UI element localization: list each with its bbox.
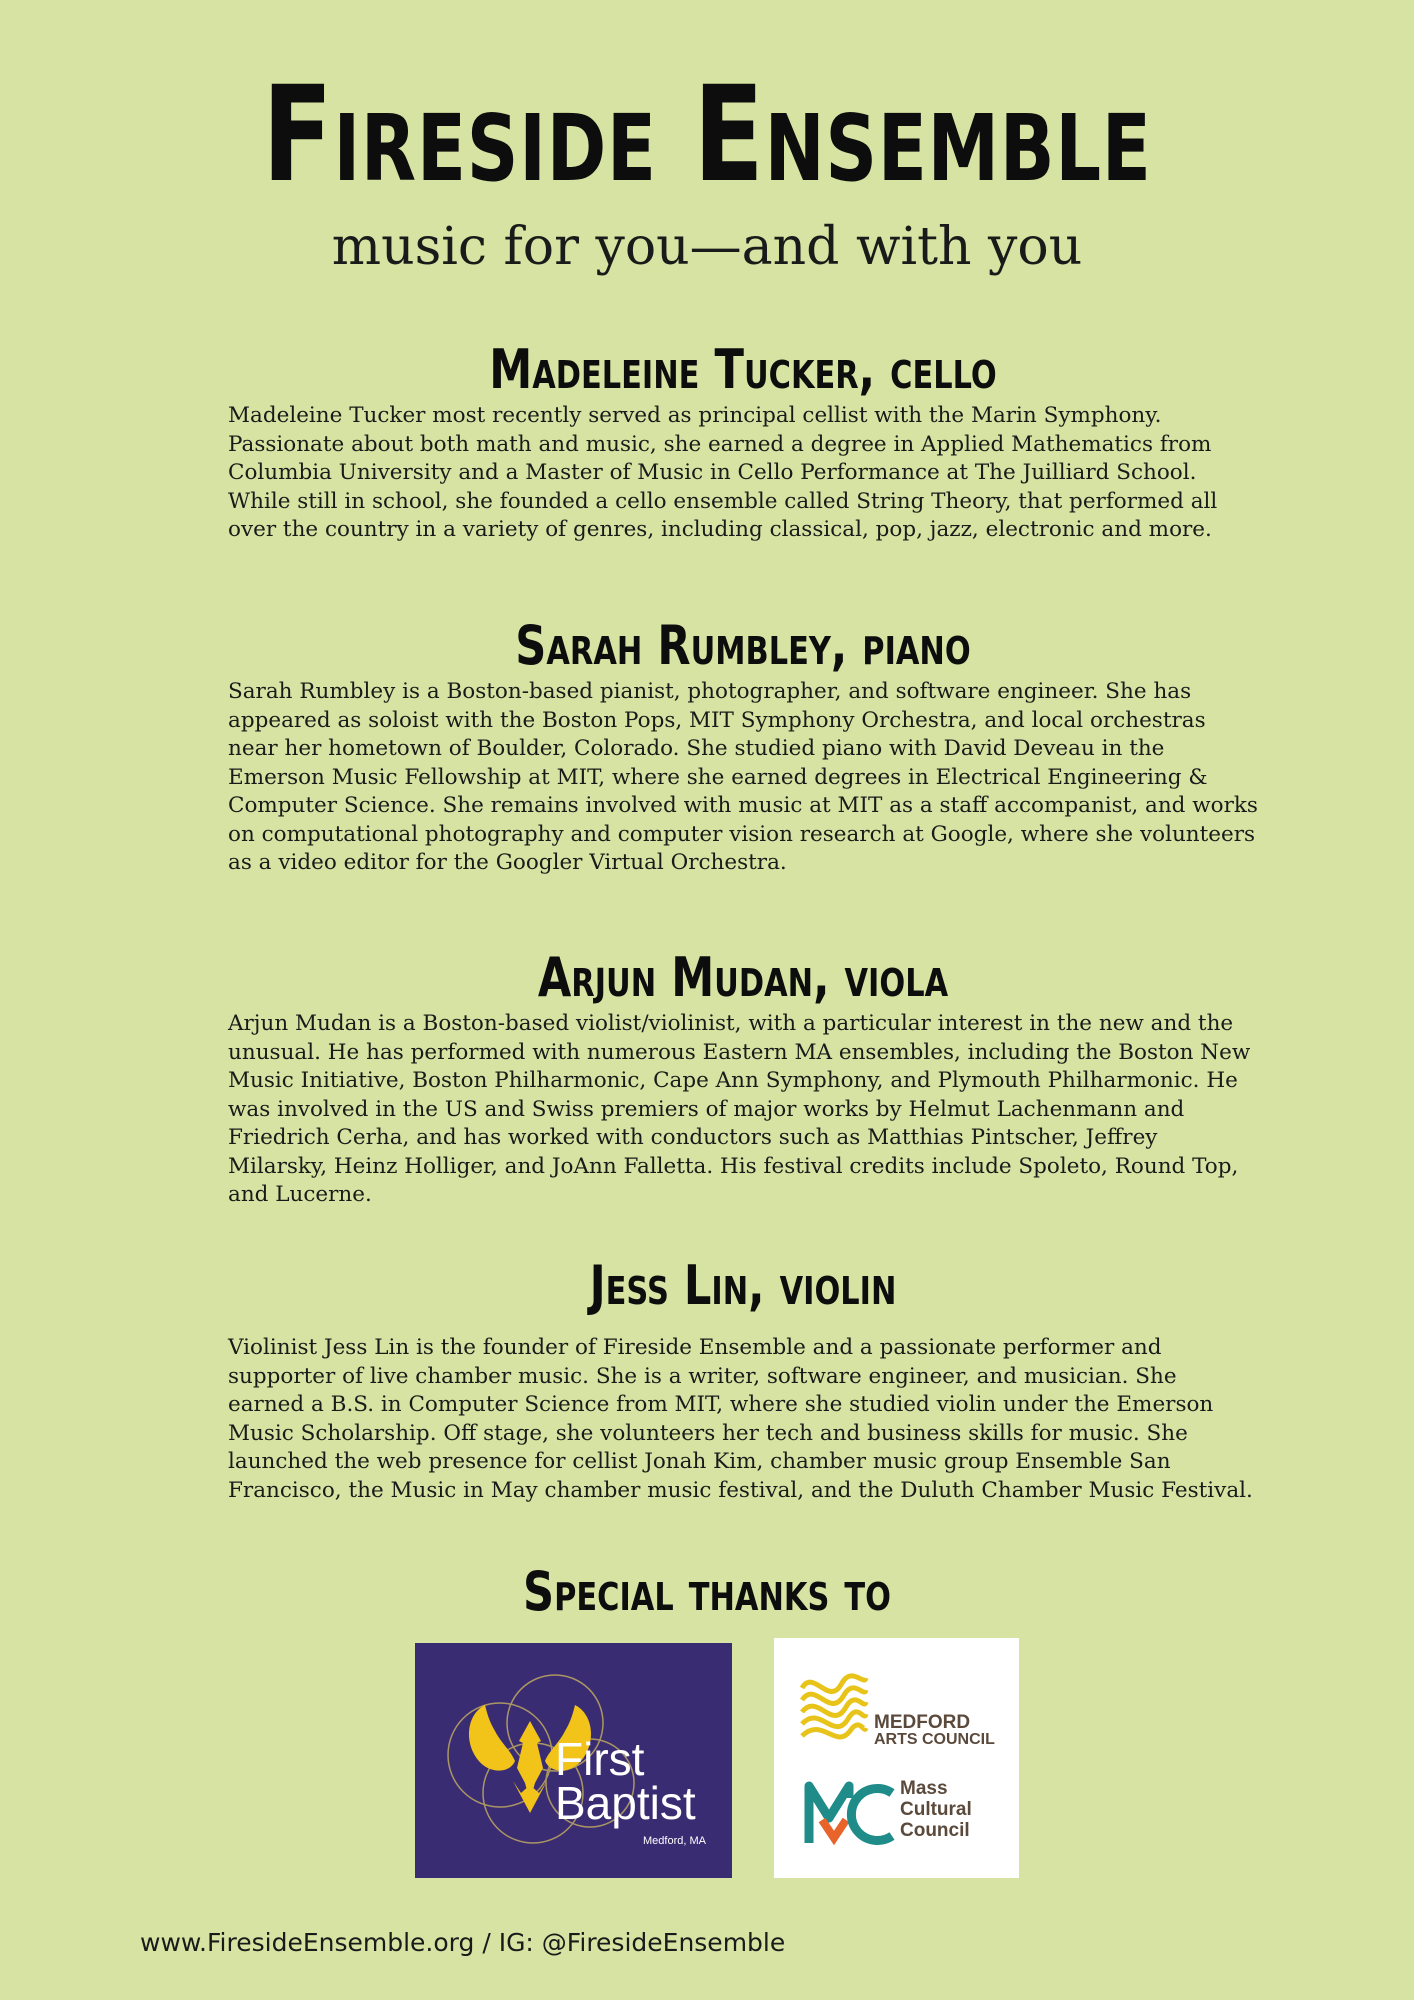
first-baptist-name-line2: Baptist — [555, 1777, 696, 1829]
bio-section-viola — [228, 946, 1258, 1210]
musician-bio: Madeleine Tucker most recently served as principal cellist with the Marin Symphony. Passionate about both math and music, she earned a degree in Applied Mathematics from Columbia University and a Master of Music in Cello Performance at The Juilliard School. While still in school, she founded a cello ensemble called String Theory, that performed all over the country in a variety of genres, including classical, pop, jazz, electronic and more. — [228, 403, 1218, 542]
arts-council-logos — [774, 1638, 1019, 1878]
musician-heading: Sarah Rumbley, piano — [515, 614, 971, 677]
bio-section-violin — [228, 1254, 1258, 1505]
footer-links: www.FiresideEnsemble.org / IG: @FiresideEnsemble — [140, 1928, 786, 1957]
medford-arts-council-name: MEDFORD ARTS COUNCIL — [874, 1712, 995, 1748]
page-title: Fireside Ensemble — [262, 58, 1152, 212]
bio-section-piano — [228, 614, 1258, 878]
first-baptist-location: Medford, MA — [643, 1835, 706, 1847]
mass-cultural-council-icon — [809, 1786, 892, 1843]
medford-arts-council-icon — [802, 1676, 866, 1737]
first-baptist-name-line1: First — [555, 1733, 645, 1785]
musician-bio: Sarah Rumbley is a Boston-based pianist, photographer, and software engineer. She has appeared as soloist with the Boston Pops, MIT Symphony Orchestra, and local orchestras near her hometown of Boulder, Colorado. She studied piano with David Deveau in the Emerson Music Fellowship at MIT, where she earned degrees in Electrical Engineering & Computer Science. She remains involved with music at MIT as a staff accompanist, and works on computational photography and computer vision research at Google, where she volunteers as a video editor for the Googler Virtual Orchestra. — [228, 679, 1258, 875]
musician-heading: Madeleine Tucker, cello — [489, 338, 997, 401]
musician-heading: Jess Lin, violin — [589, 1254, 897, 1317]
tagline: music for you—and with you — [331, 217, 1083, 277]
musician-bio: Violinist Jess Lin is the founder of Fireside Ensemble and a passionate performer and supporter of live chamber music. She is a writer, software engineer, and musician. She earned a B.S. in Computer Science from MIT, where she studied violin under the Emerson Music Scholarship. Off stage, she volunteers her tech and business skills for music. She launched the web presence for cellist Jonah Kim, chamber music group Ensemble San Francisco, the Music in May chamber music festival, and the Duluth Chamber Music Festival. — [228, 1335, 1253, 1503]
special-thanks-heading: Special thanks to — [523, 1560, 891, 1623]
first-baptist-logo — [415, 1643, 732, 1878]
musician-bio: Arjun Mudan is a Boston-based violist/violinist, with a particular interest in the new and the unusual. He has performed with numerous Eastern MA ensembles, including the Boston New Music Initiative, Boston Philharmonic, Cape Ann Symphony, and Plymouth Philharmonic. He was involved in the US and Swiss premiers of major works by Helmut Lachenmann and Friedrich Cerha, and has worked with conductors such as Matthias Pintscher, Jeffrey Milarsky, Heinz Holliger, and JoAnn Falletta. His festival credits include Spoleto, Round Top, and Lucerne. — [228, 1011, 1251, 1207]
mass-cultural-council-name: Mass Cultural Council — [900, 1778, 972, 1841]
bio-section-cello — [228, 338, 1258, 545]
musician-heading: Arjun Mudan, viola — [537, 946, 949, 1009]
